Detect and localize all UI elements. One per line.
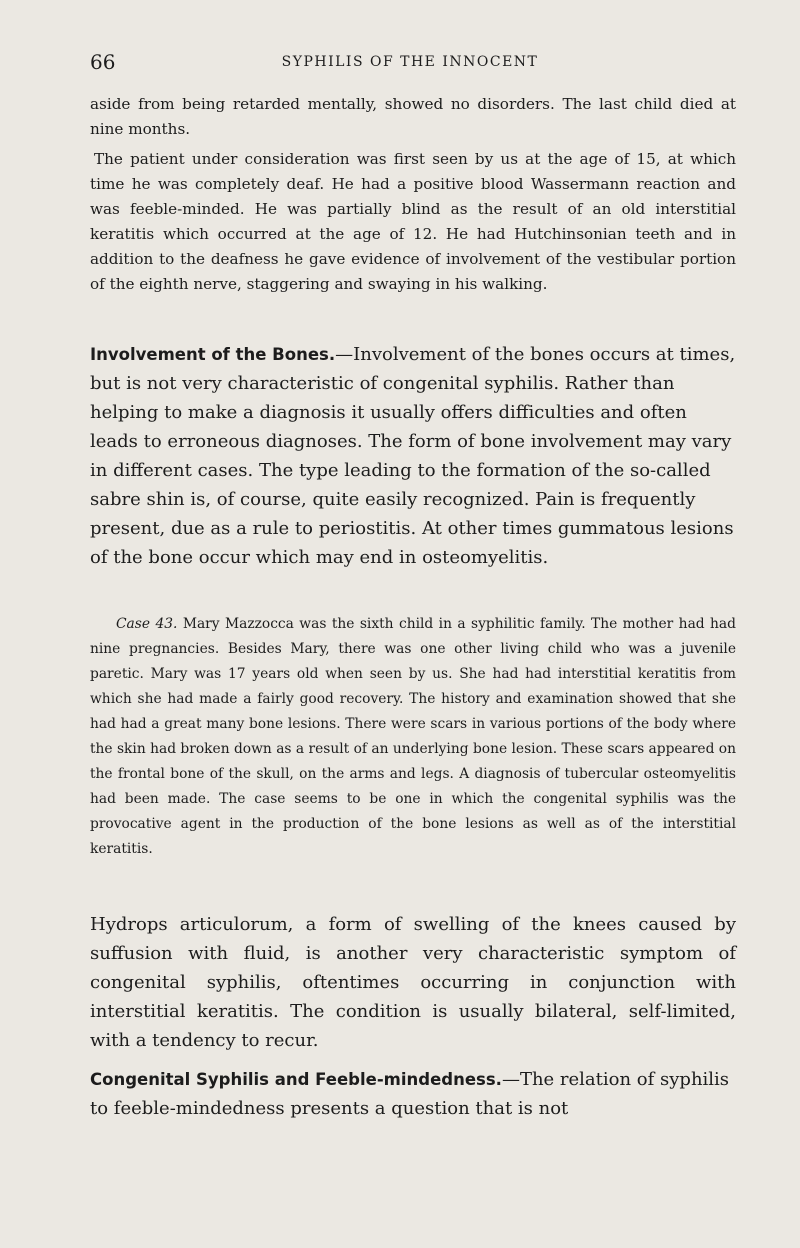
running-head: SYPHILIS OF THE INNOCENT [281, 54, 539, 70]
section-text-bones: —Involvement of the bones occurs at times, but is not very characteristic of congenital syphilis. Rather than helping to make a diagnosis it usually offers difficulties and often leads to erroneous diagnoses. The form of bone involvement may vary in different cases. The type leading to the formation of the so-called sabre shin is, of course, quite easily recognized. Pain is frequently present, due as a rule to periostitis. At other times gummatous lesions of the bone occur which may end in osteomyelitis. [90, 344, 736, 568]
page-number: 66 [90, 50, 116, 74]
section-feeble-mindedness [90, 1065, 736, 1123]
case-text: Mary Mazzocca was the sixth child in a syphilitic family. The mother had had nine pregnancies. Besides Mary, there was one other living child who was a juvenile paretic. Mary was 17 years old when seen by us. She had had interstitial keratitis from which she had made a fairly good recovery. The history and examination showed that she had had a great many bone lesions. There were scars in various portions of the body where the skin had broken down as a result of an underlying bone lesion. These scars appeared on the frontal bone of the skull, on the arms and legs. A diagnosis of tubercular osteomyelitis had been made. The case seems to be one in which the congenital syphilis was the provocative agent in the production of the bone lesions as well as of the interstitial keratitis. [90, 616, 736, 857]
section-heading-feeble-mindedness: Congenital Syphilis and Feeble-mindedness. [90, 1070, 502, 1089]
paragraph-previous-children: aside from being retarded mentally, showed no disorders. The last child died at nine months. [90, 95, 736, 138]
page-header [90, 50, 730, 76]
case-label: Case 43. [116, 616, 178, 632]
case-43-paragraph [90, 612, 736, 862]
paragraph-patient-description: The patient under consideration was first seen by us at the age of 15, at which time he was completely deaf. He had a positive blood Wassermann reaction and was feeble-minded. He was partially blind as the result of an old interstitial keratitis which occurred at the age of 12. He had Hutchinsonian teeth and in addition to the deafness he gave evidence of involvement of the vestibular portion of the eighth nerve, staggering and swaying in his walking. [90, 150, 736, 293]
section-heading-bones: Involvement of the Bones. [90, 345, 336, 364]
section-text-feeble-mindedness: —The relation of syphilis to feeble-mindedness presents a question that is not [90, 1069, 730, 1119]
section-bones [90, 340, 736, 572]
paragraph-hydrops: Hydrops articulorum, a form of swelling of the knees caused by suffusion with fluid, is another very characteristic symptom of congenital syphilis, oftentimes occurring in conjunction with interstitial keratitis. The condition is usually bilateral, self-limited, with a tendency to recur. [90, 914, 736, 1051]
